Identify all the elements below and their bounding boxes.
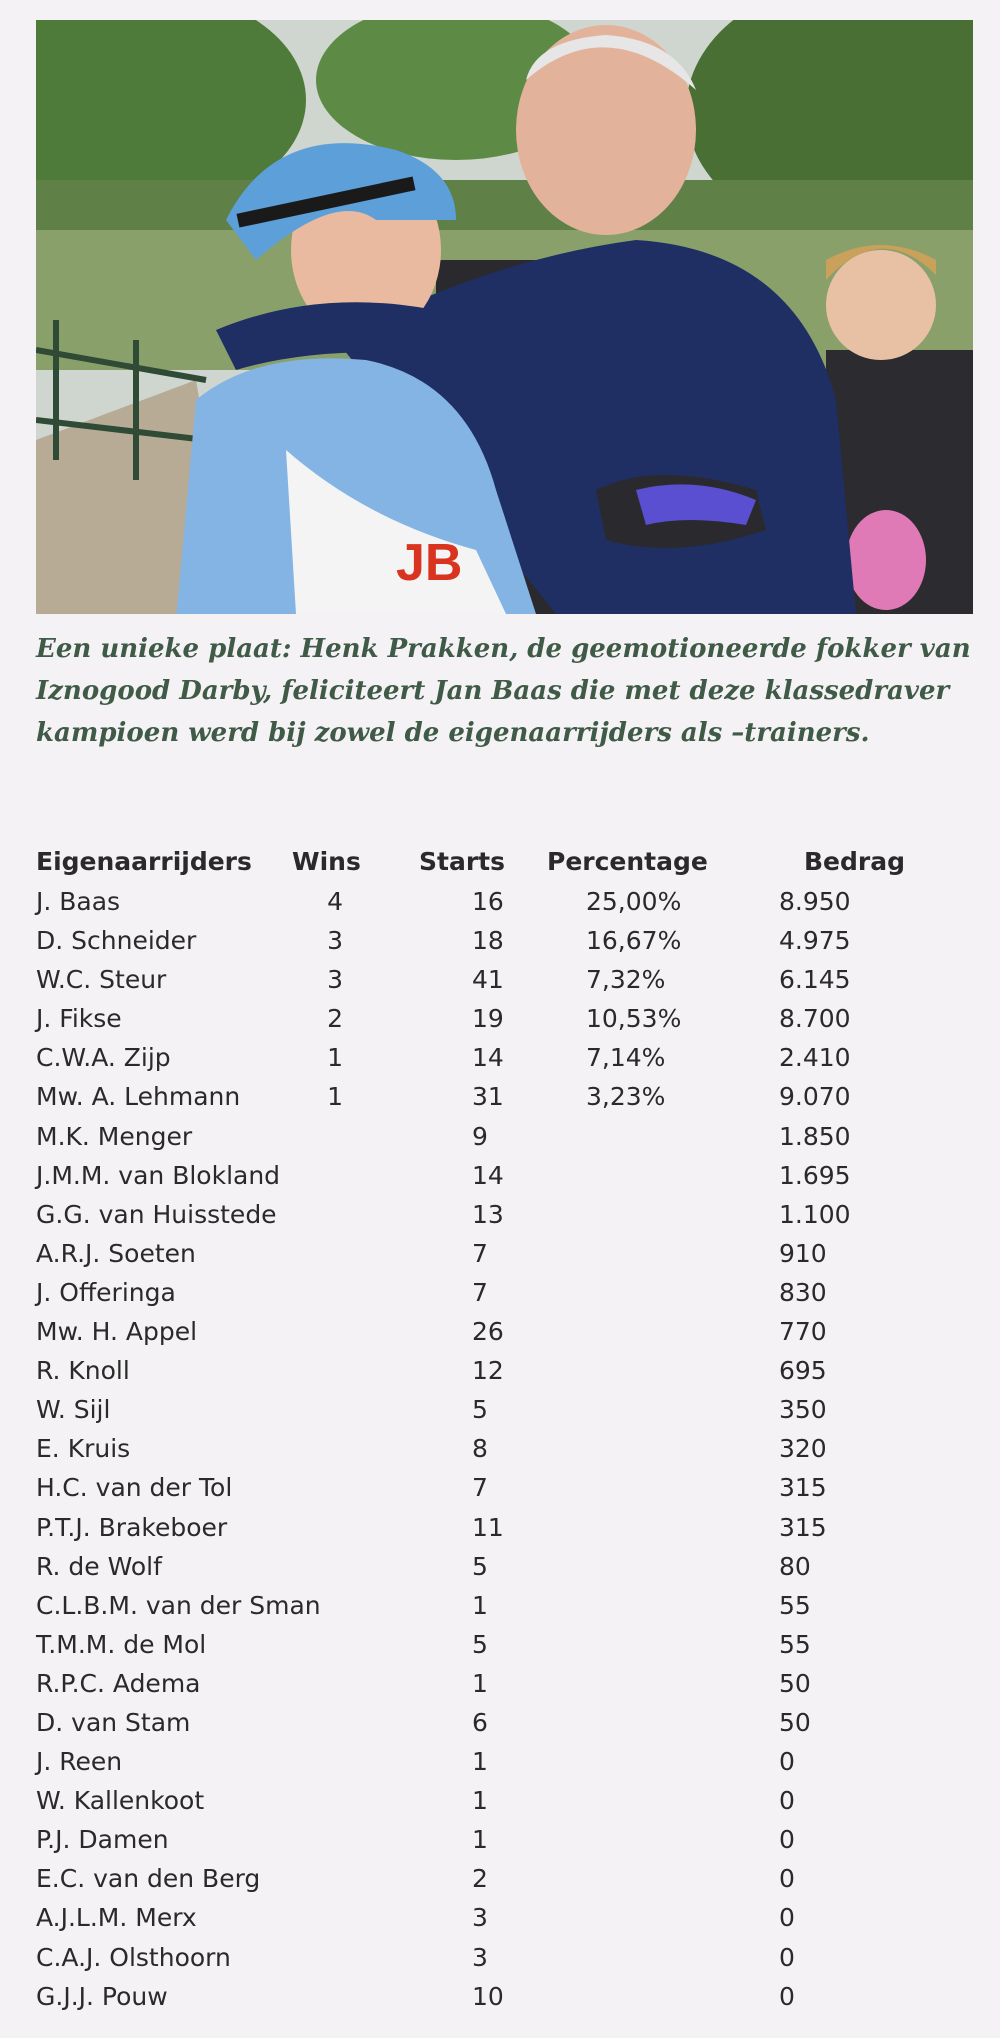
cell-starts: 8 (472, 1434, 488, 1464)
cell-amount: 0 (779, 1903, 795, 1933)
cell-amount: 0 (779, 1786, 795, 1816)
table-row (36, 1077, 966, 1116)
header-starts: Starts (419, 847, 505, 876)
cell-starts: 31 (472, 1082, 504, 1112)
cell-name: D. van Stam (36, 1707, 191, 1737)
table-row (36, 921, 966, 960)
cell-name: Mw. H. Appel (36, 1317, 198, 1347)
cell-wins: 1 (327, 1043, 343, 1073)
cell-percentage: 10,53% (586, 1004, 682, 1034)
table-row (36, 1742, 966, 1781)
table-row (36, 1429, 966, 1468)
cell-amount: 1.850 (779, 1121, 851, 1151)
cell-name: G.J.J. Pouw (36, 1981, 168, 2011)
cell-amount: 6.145 (779, 965, 851, 995)
cell-starts: 26 (472, 1317, 504, 1347)
table-row (36, 1312, 966, 1351)
cell-starts: 5 (472, 1395, 488, 1425)
table-row (36, 1351, 966, 1390)
table-row (36, 1898, 966, 1937)
cell-amount: 0 (779, 1864, 795, 1894)
photo (36, 20, 973, 614)
cell-starts: 41 (472, 965, 504, 995)
cell-amount: 0 (779, 1825, 795, 1855)
cell-amount: 0 (779, 1981, 795, 2011)
table-header (36, 842, 966, 882)
cell-name: P.J. Damen (36, 1825, 169, 1855)
cell-starts: 1 (472, 1590, 488, 1620)
cell-amount: 0 (779, 1942, 795, 1972)
header-amount: Bedrag (804, 847, 906, 876)
cell-name: E. Kruis (36, 1434, 131, 1464)
cell-name: E.C. van den Berg (36, 1864, 261, 1894)
cell-amount: 910 (779, 1238, 827, 1268)
cell-percentage: 7,32% (586, 965, 666, 995)
cell-wins: 4 (327, 887, 343, 916)
cell-name: H.C. van der Tol (36, 1473, 233, 1503)
table-row (36, 1625, 966, 1664)
cell-name: C.W.A. Zijp (36, 1043, 171, 1073)
cell-amount: 9.070 (779, 1082, 851, 1112)
table-row (36, 1195, 966, 1234)
cell-amount: 1.695 (779, 1160, 851, 1190)
cell-amount: 55 (779, 1629, 811, 1659)
table-row (36, 1273, 966, 1312)
table-row (36, 882, 966, 921)
table-row (36, 960, 966, 999)
cell-starts: 1 (472, 1825, 488, 1855)
cell-name: J. Baas (36, 887, 121, 916)
cell-amount: 80 (779, 1551, 811, 1581)
cell-name: A.J.L.M. Merx (36, 1903, 197, 1933)
cell-amount: 315 (779, 1473, 827, 1503)
cell-starts: 12 (472, 1356, 504, 1386)
cell-name: M.K. Menger (36, 1121, 193, 1151)
table-row (36, 1234, 966, 1273)
table-row (36, 1586, 966, 1625)
table-row (36, 1781, 966, 1820)
cell-amount: 50 (779, 1668, 811, 1698)
cell-amount: 320 (779, 1434, 827, 1464)
cell-wins: 1 (327, 1082, 343, 1112)
cell-starts: 7 (472, 1238, 488, 1268)
cell-name: J.M.M. van Blokland (36, 1160, 281, 1190)
cell-amount: 55 (779, 1590, 811, 1620)
cell-starts: 1 (472, 1668, 488, 1698)
cell-starts: 5 (472, 1629, 488, 1659)
cell-amount: 2.410 (779, 1043, 851, 1073)
cell-amount: 695 (779, 1356, 827, 1386)
table-row (36, 1859, 966, 1898)
table-row (36, 1390, 966, 1429)
cell-name: J. Offeringa (36, 1277, 176, 1307)
table-row (36, 1468, 966, 1507)
cell-percentage: 25,00% (586, 887, 682, 916)
table-row (36, 1156, 966, 1195)
table-row (36, 1703, 966, 1742)
cell-starts: 14 (472, 1160, 504, 1190)
svg-text:JB: JB (396, 534, 463, 592)
cell-amount: 4.975 (779, 926, 851, 956)
cell-starts: 18 (472, 926, 504, 956)
cell-starts: 11 (472, 1512, 504, 1542)
cell-starts: 1 (472, 1747, 488, 1777)
table-row (36, 1508, 966, 1547)
cell-name: W.C. Steur (36, 965, 167, 995)
table-row (36, 1117, 966, 1156)
table-row (36, 1820, 966, 1859)
cell-percentage: 7,14% (586, 1043, 666, 1073)
photo-illustration (36, 20, 973, 614)
cell-starts: 7 (472, 1277, 488, 1307)
cell-name: C.L.B.M. van der Sman (36, 1590, 321, 1620)
cell-starts: 16 (472, 887, 504, 916)
results-table (36, 842, 966, 2016)
caption-line: Iznogood Darby, feliciteert Jan Baas die met deze klassedraver (36, 676, 950, 706)
table-body (36, 882, 966, 2016)
cell-starts: 13 (472, 1199, 504, 1229)
cell-name: P.T.J. Brakeboer (36, 1512, 228, 1542)
cell-name: J. Fikse (36, 1004, 122, 1034)
cell-wins: 2 (327, 1004, 343, 1034)
cell-starts: 1 (472, 1786, 488, 1816)
header-name: Eigenaarrijders (36, 847, 252, 876)
cell-name: D. Schneider (36, 926, 197, 956)
table-row (36, 999, 966, 1038)
cell-name: R. de Wolf (36, 1551, 162, 1581)
cell-amount: 830 (779, 1277, 827, 1307)
cell-name: W. Sijl (36, 1395, 111, 1425)
cell-amount: 770 (779, 1317, 827, 1347)
table-row (36, 1038, 966, 1077)
header-wins: Wins (292, 847, 361, 876)
cell-name: T.M.M. de Mol (36, 1629, 207, 1659)
cell-name: R. Knoll (36, 1356, 130, 1386)
cell-starts: 10 (472, 1981, 504, 2011)
cell-name: G.G. van Huisstede (36, 1199, 277, 1229)
cell-name: Mw. A. Lehmann (36, 1082, 241, 1112)
cell-starts: 5 (472, 1551, 488, 1581)
cell-amount: 0 (779, 1747, 795, 1777)
cell-starts: 14 (472, 1043, 504, 1073)
table-row (36, 1547, 966, 1586)
cell-percentage: 3,23% (586, 1082, 666, 1112)
cell-amount: 315 (779, 1512, 827, 1542)
cell-amount: 8.950 (779, 887, 851, 916)
cell-name: R.P.C. Adema (36, 1668, 201, 1698)
cell-starts: 19 (472, 1004, 504, 1034)
photo-caption (36, 628, 971, 754)
cell-amount: 8.700 (779, 1004, 851, 1034)
cell-amount: 350 (779, 1395, 827, 1425)
table-row (36, 1977, 966, 2016)
cell-name: A.R.J. Soeten (36, 1238, 196, 1268)
caption-line: kampioen werd bij zowel de eigenaarrijders als –trainers. (36, 718, 870, 748)
cell-starts: 2 (472, 1864, 488, 1894)
cell-starts: 3 (472, 1942, 488, 1972)
cell-amount: 50 (779, 1707, 811, 1737)
cell-starts: 7 (472, 1473, 488, 1503)
table-row (36, 1664, 966, 1703)
caption-line: Een unieke plaat: Henk Prakken, de geemotioneerde fokker van (36, 634, 971, 664)
cell-wins: 3 (327, 926, 343, 956)
cell-name: C.A.J. Olsthoorn (36, 1942, 231, 1972)
cell-starts: 3 (472, 1903, 488, 1933)
cell-starts: 6 (472, 1707, 488, 1737)
cell-name: W. Kallenkoot (36, 1786, 205, 1816)
cell-percentage: 16,67% (586, 926, 682, 956)
header-percentage: Percentage (547, 847, 708, 876)
cell-starts: 9 (472, 1121, 488, 1151)
cell-amount: 1.100 (779, 1199, 851, 1229)
table-row (36, 1938, 966, 1977)
cell-wins: 3 (327, 965, 343, 995)
cell-name: J. Reen (36, 1747, 123, 1777)
